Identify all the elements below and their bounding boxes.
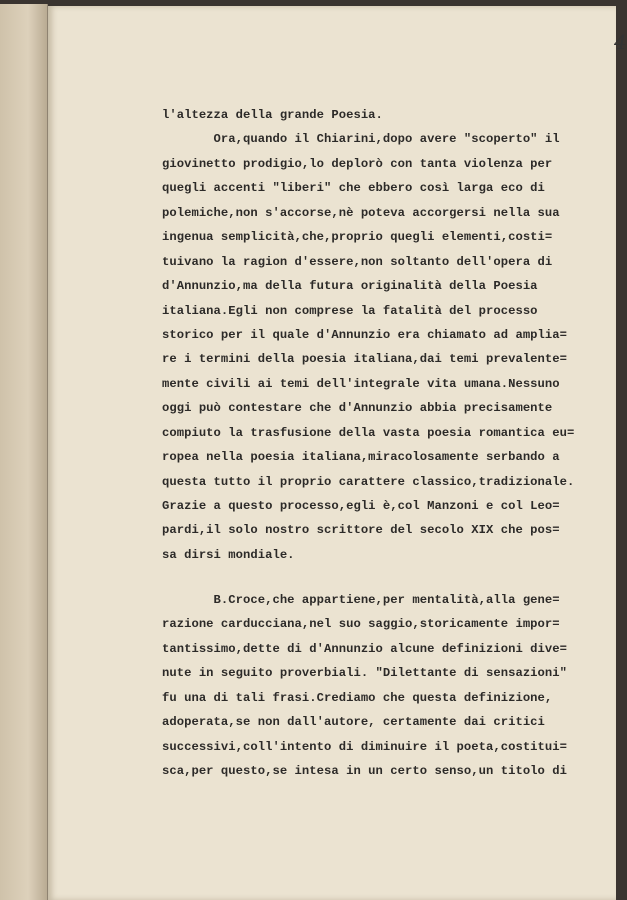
text-line: mente civili ai temi dell'integrale vita umana.Nessuno xyxy=(162,376,560,391)
text-line: quegli accenti "liberi" che ebbero così larga eco di xyxy=(162,181,545,196)
page-number: 4 xyxy=(614,30,627,54)
text-line: Ora,quando il Chiarini,dopo avere "scoperto" il xyxy=(162,132,560,147)
text-line: successivi,coll'intento di diminuire il poeta,costitui= xyxy=(162,739,568,754)
text-line: storico per il quale d'Annunzio era chiamato ad amplia= xyxy=(162,327,568,342)
text-line: sca,per questo,se intesa in un certo senso,un titolo di xyxy=(162,764,568,779)
binding-strip xyxy=(0,4,48,900)
text-line: re i termini della poesia italiana,dai temi prevalente= xyxy=(162,352,568,367)
text-line: tuivano la ragion d'essere,non soltanto dell'opera di xyxy=(162,254,553,269)
paragraph-2 xyxy=(162,588,567,784)
text-line: polemiche,non s'accorse,nè poteva accorgersi nella sua xyxy=(162,205,560,220)
text-line: Grazie a questo processo,egli è,col Manzoni e col Leo= xyxy=(162,499,560,513)
text-line: italiana.Egli non comprese la fatalità del processo xyxy=(162,303,538,318)
text-line: giovinetto prodigio,lo deplorò con tanta violenza per xyxy=(162,156,553,171)
text-line: ropea nella poesia italiana,miracolosamente serbando a xyxy=(162,450,560,465)
text-line: tantissimo,dette di d'Annunzio alcune definizioni dive= xyxy=(162,641,568,656)
text-line: oggi può contestare che d'Annunzio abbia precisamente xyxy=(162,401,553,416)
text-line: nute in seguito proverbiali. "Dilettante di sensazioni" xyxy=(162,666,568,681)
text-line: fu una di tali frasi.Crediamo che questa definizione, xyxy=(162,690,553,705)
text-line: compiuto la trasfusione della vasta poesia romantica eu= xyxy=(162,425,575,440)
text-line: sa dirsi mondiale. xyxy=(162,547,295,562)
text-line: adoperata,se non dall'autore, certamente dai critici xyxy=(162,715,545,730)
text-line: l'altezza della grande Poesia. xyxy=(162,108,383,122)
text-line: razione carducciana,nel suo saggio,storicamente impor= xyxy=(162,617,560,632)
text-line: pardi,il solo nostro scrittore del secolo XIX che pos= xyxy=(162,523,560,538)
text-line: d'Annunzio,ma della futura originalità della Poesia xyxy=(162,279,538,294)
paragraph-1 xyxy=(162,103,574,567)
text-line: B.Croce,che appartiene,per mentalità,alla gene= xyxy=(162,593,560,607)
text-line: ingenua semplicità,che,proprio quegli elementi,costi= xyxy=(162,230,553,245)
text-line: questa tutto il proprio carattere classico,tradizionale. xyxy=(162,474,575,489)
